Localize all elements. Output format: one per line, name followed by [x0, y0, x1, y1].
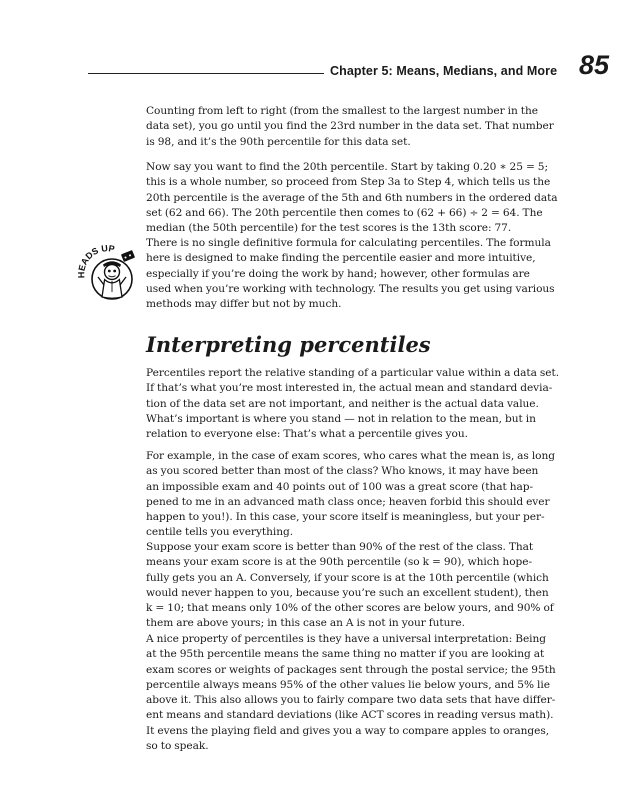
paragraph-6 — [146, 540, 566, 632]
paragraph-line: Now say you want to find the 20th percentile. Start by taking 0.20 ∗ 25 = 5; — [146, 161, 549, 173]
paragraph-line: above it. This also allows you to fairly compare two data sets that have differ- — [146, 694, 556, 707]
paragraph-line: ent means and standard deviations (like ACT scores in reading versus math). — [146, 709, 554, 722]
header-rule — [88, 73, 324, 74]
paragraph-line: this is a whole number, so proceed from Step 3a to Step 4, which tells us the — [146, 176, 551, 189]
paragraph-line: A nice property of percentiles is they have a universal interpretation: Being — [146, 633, 547, 645]
paragraph-line: an impossible exam and 40 points out of 100 was a great score (that hap- — [146, 480, 534, 493]
paragraph-1 — [146, 104, 566, 150]
paragraph-4 — [146, 366, 566, 442]
paragraph-line: so to speak. — [146, 740, 209, 753]
paragraph-3 — [146, 236, 566, 312]
paragraph-line: If that’s what you’re most interested in, the actual mean and standard devia- — [146, 382, 553, 395]
paragraph-line: would never happen to you, because you’re such an excellent student), then — [146, 586, 549, 599]
paragraph-line: tion of the data set are not important, and neither is the actual data value. — [146, 397, 539, 410]
page-number: 85 — [579, 50, 610, 80]
paragraph-line: centile tells you everything. — [146, 526, 294, 539]
paragraph-line: is 98, and it’s the 90th percentile for this data set. — [146, 135, 411, 148]
paragraph-line: relation to everyone else: That’s what a percentile gives you. — [146, 428, 468, 441]
paragraph-line: means your exam score is at the 90th percentile (so k = 90), which hope- — [146, 556, 533, 569]
paragraph-line: What’s important is where you stand — not in relation to the mean, but in — [146, 412, 536, 425]
paragraph-line: methods may differ but not by much. — [146, 298, 342, 311]
paragraph-line: at the 95th percentile means the same thing no matter if you are looking at — [146, 648, 545, 661]
paragraph-2 — [146, 160, 566, 236]
paragraph-line: For example, in the case of exam scores, who cares what the mean is, as long — [146, 450, 556, 462]
paragraph-line: percentile always means 95% of the other values lie below yours, and 5% lie — [146, 678, 550, 691]
paragraph-line: especially if you’re doing the work by hand; however, other formulas are — [146, 267, 530, 280]
paragraph-line: Percentiles report the relative standing of a particular value within a data set. — [146, 367, 560, 379]
paragraph-line: pened to me in an advanced math class once; heaven forbid this should ever — [146, 495, 550, 508]
paragraph-line: set (62 and 66). The 20th percentile then comes to (62 + 66) ÷ 2 = 64. The — [146, 206, 543, 219]
paragraph-line: Counting from left to right (from the smallest to the largest number in the — [146, 105, 538, 117]
paragraph-line: as you scored better than most of the class? Who knows, it may have been — [146, 465, 539, 478]
running-head: Chapter 5: Means, Medians, and More — [330, 64, 558, 78]
paragraph-line: There is no single definitive formula for calculating percentiles. The formula — [146, 237, 551, 249]
paragraph-line: k = 10; that means only 10% of the other scores are below yours, and 90% of — [146, 602, 554, 615]
paragraph-line: median (the 50th percentile) for the test scores is the 13th score: 77. — [146, 222, 512, 235]
paragraph-line: data set), you go until you find the 23rd number in the data set. That number — [146, 120, 554, 133]
paragraph-line: fully gets you an A. Conversely, if your score is at the 10th percentile (which — [146, 571, 549, 584]
paragraph-line: Suppose your exam score is better than 90% of the rest of the class. That — [146, 541, 534, 553]
heads-up-label: HEADS UP — [76, 243, 116, 279]
heads-up-svg — [76, 240, 140, 304]
paragraph-line: exam scores or weights of packages sent through the postal service; the 95th — [146, 663, 556, 676]
paragraph-5 — [146, 449, 566, 541]
section-heading: Interpreting percentiles — [146, 332, 431, 357]
paragraph-line: happen to you!). In this case, your score itself is meaningless, but your per- — [146, 511, 545, 524]
paragraph-line: them are above yours; in this case an A is not in your future. — [146, 617, 465, 630]
paragraph-7 — [146, 632, 566, 754]
paragraph-line: here is designed to make finding the percentile easier and more intuitive, — [146, 252, 536, 265]
paragraph-line: 20th percentile is the average of the 5th and 6th numbers in the ordered data — [146, 191, 558, 204]
paragraph-line: It evens the playing field and gives you a way to compare apples to oranges, — [146, 724, 550, 737]
paragraph-line: used when you’re working with technology. The results you get using various — [146, 282, 555, 295]
heads-up-icon — [76, 240, 140, 304]
